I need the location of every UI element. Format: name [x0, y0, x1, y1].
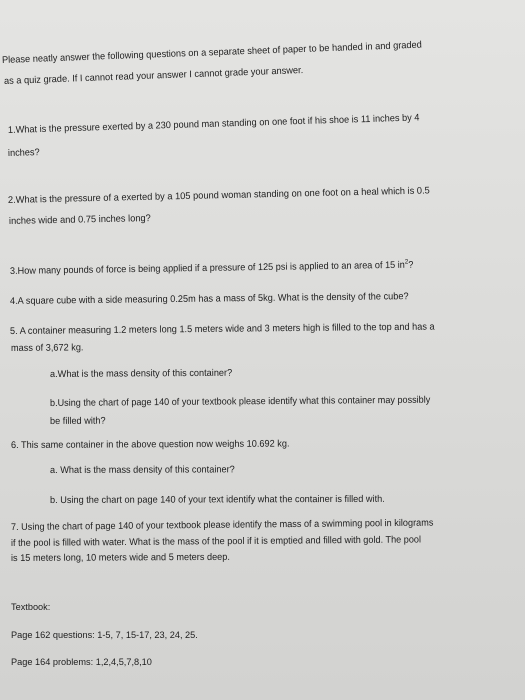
instructions-line-2: as a quiz grade. If I cannot read your answer I cannot grade your answer. [3, 65, 304, 87]
question-2-line-1: 2.What is the pressure of a exerted by a 105 pound woman standing on one foot on a heal which is 0.5 [7, 185, 430, 206]
question-3 [10, 260, 414, 278]
textbook-heading: Textbook: [11, 602, 51, 613]
question-5-line-2: mass of 3,672 kg. [10, 342, 84, 354]
question-5b-line-1: b.Using the chart of page 140 of your textbook please identify what this container may possibly [49, 394, 431, 409]
question-5-line-1: 5. A container measuring 1.2 meters long 1.5 meters wide and 3 meters high is filled to the top and has a [9, 321, 435, 337]
question-3-end: ? [408, 259, 414, 271]
question-3-superscript: 2 [404, 258, 409, 266]
question-6a: a. What is the mass density of this container? [49, 464, 235, 476]
question-3-text: 3.How many pounds of force is being applied if a pressure of 125 psi is applied to an area of 15 in [9, 259, 405, 277]
question-7-line-1: 7. Using the chart of page 140 of your textbook please identify the mass of a swimming pool in kilograms [10, 517, 434, 533]
question-6: 6. This same container in the above question now weighs 10.692 kg. [10, 438, 290, 451]
question-1-line-1: 1.What is the pressure exerted by a 230 pound man standing on one foot if his shoe is 11 inches by 4 [7, 112, 420, 136]
question-5b-line-2: be filled with? [49, 415, 106, 427]
question-7-line-2: if the pool is filled with water. What is the mass of the pool if it is emptied and filled with gold. The pool [10, 534, 422, 549]
question-5a: a.What is the mass density of this container? [49, 367, 233, 380]
question-1-line-2: inches? [7, 147, 40, 159]
textbook-page-162: Page 162 questions: 1-5, 7, 15-17, 23, 24, 25. [11, 630, 198, 641]
instructions-line-1: Please neatly answer the following questions on a separate sheet of paper to be handed in and graded [1, 39, 423, 66]
question-4: 4.A square cube with a side measuring 0.25m has a mass of 5kg. What is the density of the cube? [9, 291, 409, 307]
question-6b: b. Using the chart on page 140 of your text identify what the container is filled with. [49, 493, 385, 506]
textbook-page-164: Page 164 problems: 1,2,4,5,7,8,10 [11, 657, 152, 668]
question-7-line-3: is 15 meters long, 10 meters wide and 5 meters deep. [10, 551, 230, 564]
question-2-line-2: inches wide and 0.75 inches long? [8, 213, 151, 227]
